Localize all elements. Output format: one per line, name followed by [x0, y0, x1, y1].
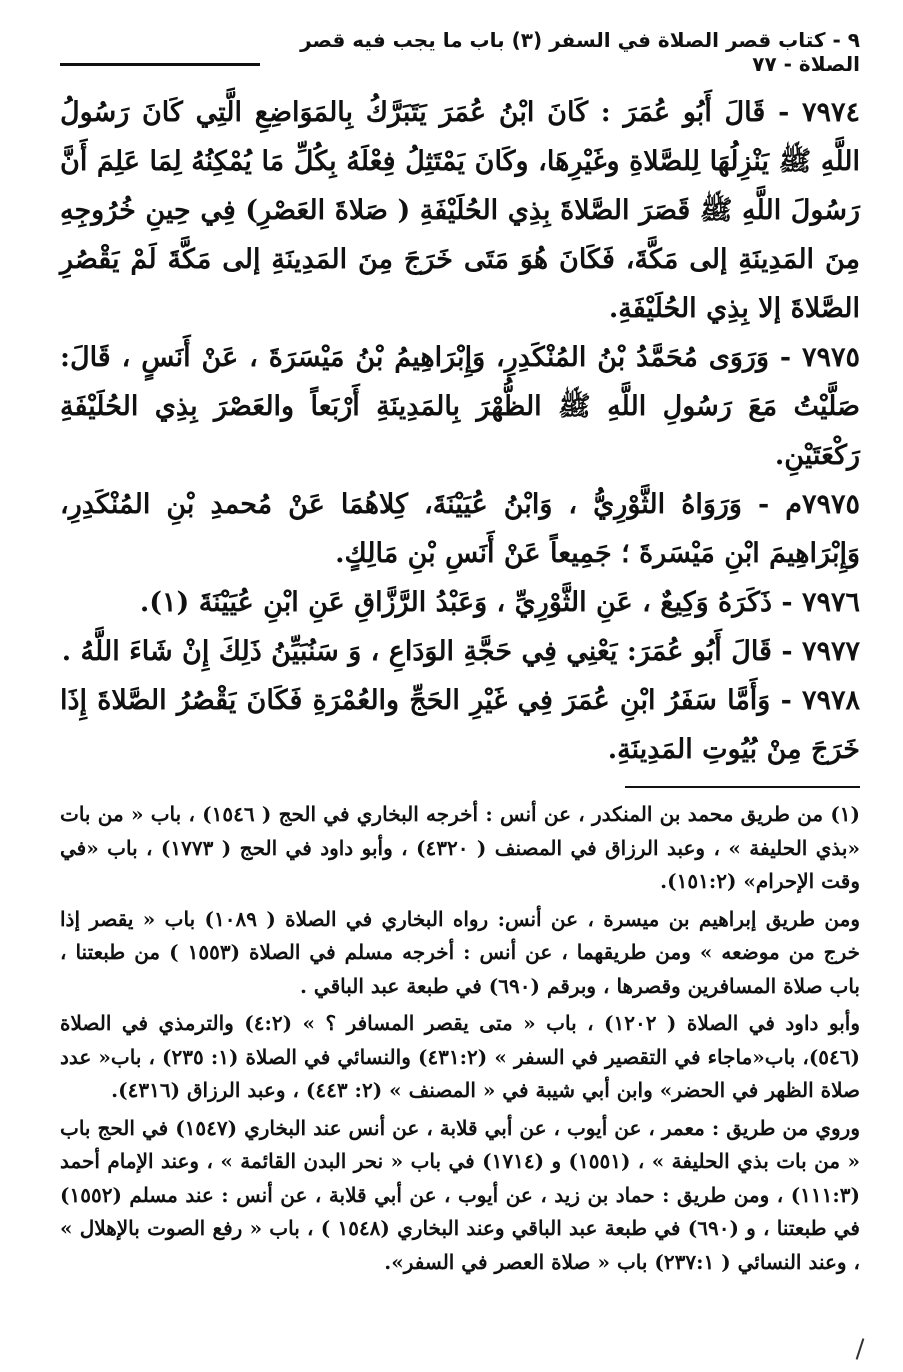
hadith-text: ذَكَرَهُ وَكِيعٌ ، عَنِ الثَّوْرِيِّ ، وَعَبْدُ الرَّزَّاقِ عَنِ ابْنِ عُيَيْنَةَ (١).	[139, 587, 772, 618]
main-text	[60, 88, 860, 774]
footnote-paragraph: ومن طريق إبراهيم بن ميسرة ، عن أنس: رواه البخاري في الصلاة ( ١٠٨٩) باب « يقصر إذا خرج من موضعه » ومن طريقهما ، عن أنس : أخرجه مسلم في الصلاة (١٥٥٣ ) من طبعتنا ، باب صلاة المسافرين وقصرها ، وبرقم (٦٩٠) في طبعة عبد الباقي .	[60, 906, 860, 998]
hadith-paragraph	[60, 480, 860, 578]
scan-mark	[856, 1338, 865, 1360]
hadith-number: ٧٩٧٥ -	[779, 342, 861, 373]
hadith-text: وَرَوَى مُحَمَّدُ بْنُ المُنْكَدِرِ، وَإِبْرَاهِيمُ بْنُ مَيْسَرَةَ ، عَنْ أَنَسٍ ، قَالَ: صَلَّيْتُ مَعَ رَسُولِ اللَّهِ ﷺ الظُّهْرَ بِالمَدِينَةِ أَرْبَعاً والعَصْرَ بِذِي الحُلَيْفَةِ رَكْعَتَيْنِ.	[60, 342, 860, 471]
footnote-paragraph: (١) من طريق محمد بن المنكدر ، عن أنس : أخرجه البخاري في الحج ( ١٥٤٦) ، باب « من بات «بذي الحليفة » ، وعبد الرزاق في المصنف ( ٤٣٢٠) ، وأبو داود في الحج ( ١٧٧٣) ، باب «في وقت الإحرام» (١٥١:٢).	[60, 802, 860, 893]
hadith-number: ٧٩٧٨ -	[780, 685, 860, 716]
footnote-divider	[625, 786, 860, 788]
hadith-text: كَانَ ابْنُ عُمَرَ يَتَبَرَّكُ بِالمَوَاضِعِ الَّتِي كَانَ رَسُولُ اللَّهِ ﷺ يَنْزِلُهَا لِلصَّلاةِ وغَيْرِهَا، وكَانَ يَمْتَثِلُ فِعْلَهُ بِكُلِّ مَا يُمْكِنُهُ لِمَا عَلِمَ أَنَّ رَسُولَ اللَّهِ ﷺ قَصَرَ الصَّلاةَ بِذِي الحُلَيْفَةِ ( صَلاةَ العَصْرِ) فِي حِينِ خُرُوجِهِ مِنَ المَدِينَةِ إلى مَكَّةَ، فَكَانَ هُوَ مَتَى خَرَجَ مِنَ المَدِينَةِ إلى مَكَّةَ لَمْ يَقْصُرِ الصَّلاةَ إلا بِذِي الحُلَيْفَةِ.	[60, 97, 860, 324]
hadith-speaker: قَالَ أَبُو عُمَرَ :	[600, 97, 766, 128]
header-rule	[60, 63, 260, 66]
header-title: ٩ - كتاب قصر الصلاة في السفر (٣) باب ما يجب فيه قصر الصلاة - ٧٧	[300, 28, 860, 76]
hadith-paragraph	[60, 88, 860, 333]
hadith-paragraph	[60, 676, 860, 774]
hadith-number: ٧٩٧٦ -	[781, 587, 860, 618]
book-page	[60, 28, 861, 1279]
hadith-number: ٧٩٧٤ -	[778, 97, 861, 128]
hadith-text: وَرَوَاهُ الثَّوْرِيُّ ، وَابْنُ عُيَيْنَةَ، كِلاهُمَا عَنْ مُحمدِ بْنِ المُنْكَدِرِ، وَإِبْرَاهِيمَ ابْنِ مَيْسَرةَ ؛ جَمِيعاً عَنْ أَنَسِ بْنِ مَالِكٍ.	[60, 489, 860, 569]
hadith-paragraph	[60, 578, 860, 627]
hadith-paragraph	[60, 333, 860, 480]
footnotes	[60, 798, 860, 1279]
hadith-paragraph	[60, 627, 860, 676]
hadith-speaker: قَالَ أَبُو عُمَرَ:	[626, 636, 772, 667]
hadith-number: ٧٩٧٥م -	[758, 489, 860, 520]
hadith-number: ٧٩٧٧ -	[781, 636, 860, 667]
footnote-paragraph: وروي من طريق : معمر ، عن أيوب ، عن أبي قلابة ، عن أنس عند البخاري (١٥٤٧) في الحج باب « من بات بذي الحليفة » ، (١٥٥١) و (١٧١٤) في باب « نحر البدن القائمة » ، وعند الإمام أحمد (١١١:٣) ، ومن طريق : حماد بن زيد ، عن أيوب ، عن أبي قلابة ، عن أنس : عند مسلم (١٥٥٢) في طبعتنا ، و (٦٩٠) في طبعة عبد الباقي وعند البخاري (١٥٤٨ ) ، باب « رفع الصوت بالإهلال » ، وعند النسائي ( ٢٣٧:١) باب « صلاة العصر في السفر».	[60, 1115, 860, 1274]
hadith-text: وَأَمَّا سَفَرُ ابْنِ عُمَرَ فِي غَيْرِ الحَجِّ والعُمْرَةِ فَكَانَ يَقْصُرُ الصَّلاةَ إِذَا خَرَجَ مِنْ بُيُوتِ المَدِينَةِ.	[60, 685, 860, 765]
footnote-paragraph: وأبو داود في الصلاة ( ١٢٠٢) ، باب « متى يقصر المسافر ؟ » (٤:٢) والترمذي في الصلاة (٥٤٦)، باب«ماجاء في التقصير في السفر » (٤٣١:٢) والنسائي في الصلاة (١: ٢٣٥) ، باب« عدد صلاة الظهر في الحضر» وابن أبي شيبة في « المصنف » (٢: ٤٤٣) ، وعبد الرزاق (٤٣١٦).	[60, 1011, 861, 1102]
running-header	[60, 28, 860, 76]
hadith-text: يَعْنِي فِي حَجَّةِ الوَدَاعِ ، وَ سَنُبَيِّنُ ذَلِكَ إِنْ شَاءَ اللَّهُ .	[61, 636, 618, 667]
